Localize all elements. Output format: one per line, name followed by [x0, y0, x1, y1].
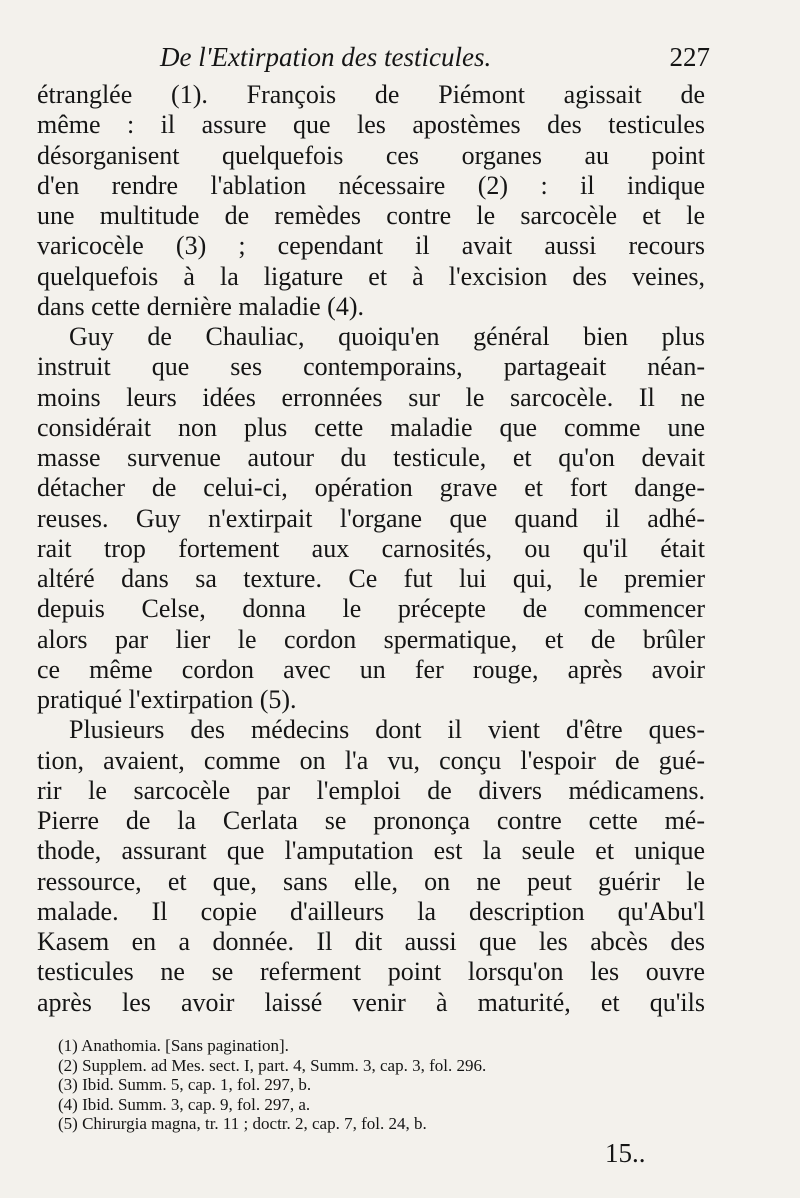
text-line: rait trop fortement aux carnosités, ou qu'il était	[37, 533, 705, 563]
footnote: (5) Chirurgia magna, tr. 11 ; doctr. 2, cap. 7, fol. 24, b.	[58, 1114, 427, 1133]
text-line: masse survenue autour du testicule, et qu'on devait	[37, 443, 705, 472]
text-line: étranglée (1). François de Piémont agissait de	[37, 80, 705, 109]
footnote: (1) Anathomia. [Sans pagination].	[58, 1036, 289, 1055]
text-line: désorganisent quelquefois ces organes au point	[37, 140, 705, 170]
footnote: (4) Ibid. Summ. 3, cap. 9, fol. 297, a.	[58, 1094, 311, 1114]
text-line: après les avoir laissé venir à maturité, et qu'ils	[37, 987, 705, 1017]
text-line: altéré dans sa texture. Ce fut lui qui, le premier	[37, 564, 705, 593]
text-line: ressource, et que, sans elle, on ne peut guérir le	[37, 866, 705, 896]
text-line: varicocèle (3) ; cependant il avait aussi recours	[37, 231, 705, 261]
text-line: ce même cordon avec un fer rouge, après avoir	[37, 654, 705, 684]
text-line: considérait non plus cette maladie que comme une	[37, 412, 705, 442]
footnotes	[58, 1036, 718, 1134]
text-line: pratiqué l'extirpation (5).	[37, 685, 297, 714]
text-line: détacher de celui-ci, opération grave et fort dange-	[37, 473, 705, 503]
text-line: une multitude de remèdes contre le sarcocèle et le	[37, 201, 705, 230]
footnote: (3) Ibid. Summ. 5, cap. 1, fol. 297, b.	[58, 1075, 312, 1094]
text-line: rir le sarcocèle par l'emploi de divers médicamens.	[37, 775, 705, 805]
text-line: quelquefois à la ligature et à l'excision des veines,	[37, 261, 705, 291]
text-line: tion, avaient, comme on l'a vu, conçu l'espoir de gué-	[37, 745, 705, 775]
text-line: thode, assurant que l'amputation est la seule et unique	[37, 836, 705, 866]
text-line: instruit que ses contemporains, partageait néan-	[37, 352, 705, 382]
paragraph-start-line: Plusieurs des médecins dont il vient d'être ques-	[69, 715, 705, 745]
text-line: dans cette dernière maladie (4).	[37, 291, 364, 321]
text-line: même : il assure que les apostèmes des testicules	[37, 110, 705, 140]
text-line: alors par lier le cordon spermatique, et de brûler	[37, 624, 705, 654]
text-line: Kasem en a donnée. Il dit aussi que les abcès des	[37, 927, 705, 956]
footnote: (2) Supplem. ad Mes. sect. I, part. 4, Summ. 3, cap. 3, fol. 296.	[58, 1055, 487, 1075]
text-line: d'en rendre l'ablation nécessaire (2) : il indique	[37, 170, 705, 200]
page-number: 227	[669, 42, 710, 72]
paragraph-start-line: Guy de Chauliac, quoiqu'en général bien plus	[69, 322, 705, 351]
running-header	[160, 40, 720, 80]
signature-mark: 15..	[605, 1138, 646, 1168]
text-line: Pierre de la Cerlata se prononça contre cette mé-	[37, 806, 705, 835]
running-title: De l'Extirpation des testicules.	[160, 42, 492, 72]
text-line: malade. Il copie d'ailleurs la description qu'Abu'l	[37, 896, 705, 926]
text-line: reuses. Guy n'extirpait l'organe que quand il adhé-	[37, 503, 705, 533]
body-text	[37, 80, 705, 1018]
text-line: moins leurs idées erronnées sur le sarcocèle. Il ne	[37, 382, 705, 412]
text-line: depuis Celse, donna le précepte de commencer	[37, 594, 705, 624]
text-line: testicules ne se referment point lorsqu'on les ouvre	[37, 957, 705, 987]
